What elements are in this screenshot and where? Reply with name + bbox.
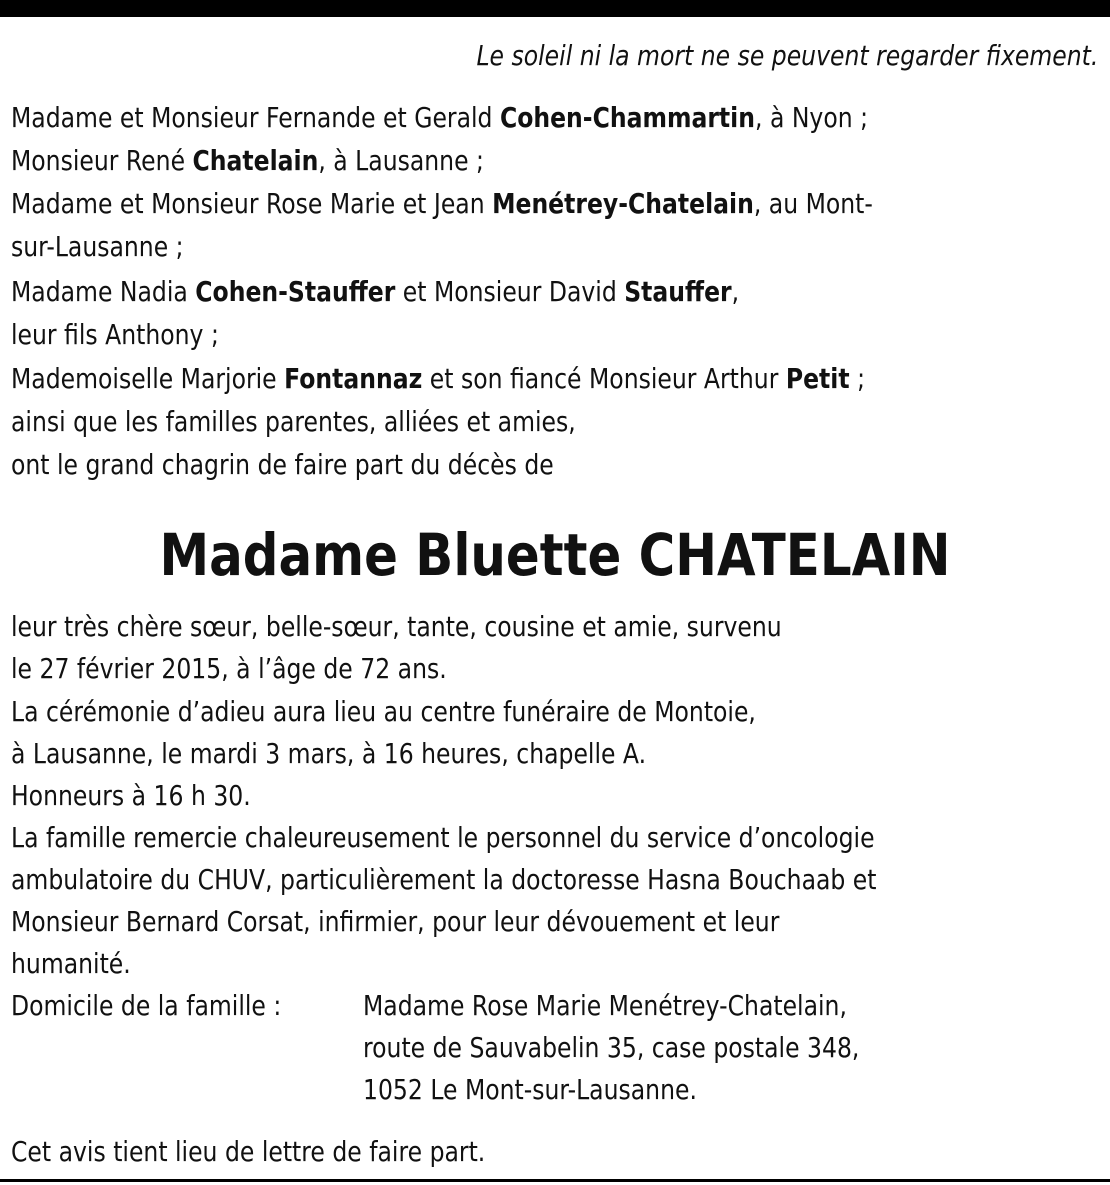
body-line-5: Honneurs à 16 h 30. [11, 779, 251, 812]
family-line-2: Monsieur René Chatelain, à Lausanne ; [11, 144, 484, 177]
domicile-line-2: route de Sauvabelin 35, case postale 348, [363, 1031, 860, 1064]
top-border [0, 0, 1110, 17]
family-line-3: Madame et Monsieur Rose Marie et Jean Menétrey-Chatelain, au Mont- [11, 187, 873, 220]
body-line-9: humanité. [11, 947, 131, 980]
family-name-bold: Cohen-Chammartin [499, 101, 755, 134]
family-line-4: sur-Lausanne ; [11, 230, 184, 263]
body-line-8: Monsieur Bernard Corsat, infirmier, pour leur dévouement et leur [11, 905, 780, 938]
body-line-6: La famille remercie chaleureusement le personnel du service d’oncologie [11, 821, 875, 854]
closing-note: Cet avis tient lieu de lettre de faire part. [11, 1135, 486, 1168]
family-name-bold: Cohen-Stauffer [195, 275, 396, 308]
family-line-5: Madame Nadia Cohen-Stauffer et Monsieur David Stauffer, [11, 275, 740, 308]
epigraph: Le soleil ni la mort ne se peuvent regarder fixement. [476, 39, 1098, 72]
family-line-1: Madame et Monsieur Fernande et Gerald Cohen-Chammartin, à Nyon ; [11, 101, 869, 134]
family-line-6: leur fils Anthony ; [11, 318, 219, 351]
body-line-3: La cérémonie d’adieu aura lieu au centre funéraire de Montoie, [11, 695, 756, 728]
family-line-9: ont le grand chagrin de faire part du décès de [11, 448, 554, 481]
body-line-7: ambulatoire du CHUV, particulièrement la doctoresse Hasna Bouchaab et [11, 863, 877, 896]
domicile-line-3: 1052 Le Mont-sur-Lausanne. [363, 1073, 697, 1106]
body-line-1: leur très chère sœur, belle-sœur, tante, cousine et amie, survenu [11, 610, 782, 643]
family-name-bold: Stauffer [624, 275, 732, 308]
body-line-4: à Lausanne, le mardi 3 mars, à 16 heures, chapelle A. [11, 737, 647, 770]
bottom-border [0, 1179, 1110, 1182]
domicile-label: Domicile de la famille : [11, 989, 282, 1022]
family-name-bold: Chatelain [192, 144, 319, 177]
deceased-name: Madame Bluette CHATELAIN [159, 521, 951, 589]
body-line-2: le 27 février 2015, à l’âge de 72 ans. [11, 652, 447, 685]
family-name-bold: Petit [785, 362, 850, 395]
family-name-bold: Fontannaz [284, 362, 423, 395]
family-name-bold: Menétrey-Chatelain [492, 187, 754, 220]
domicile-line-1: Madame Rose Marie Menétrey-Chatelain, [363, 989, 847, 1022]
family-line-8: ainsi que les familles parentes, alliées et amies, [11, 405, 576, 438]
family-line-7: Mademoiselle Marjorie Fontannaz et son fiancé Monsieur Arthur Petit ; [11, 362, 866, 395]
